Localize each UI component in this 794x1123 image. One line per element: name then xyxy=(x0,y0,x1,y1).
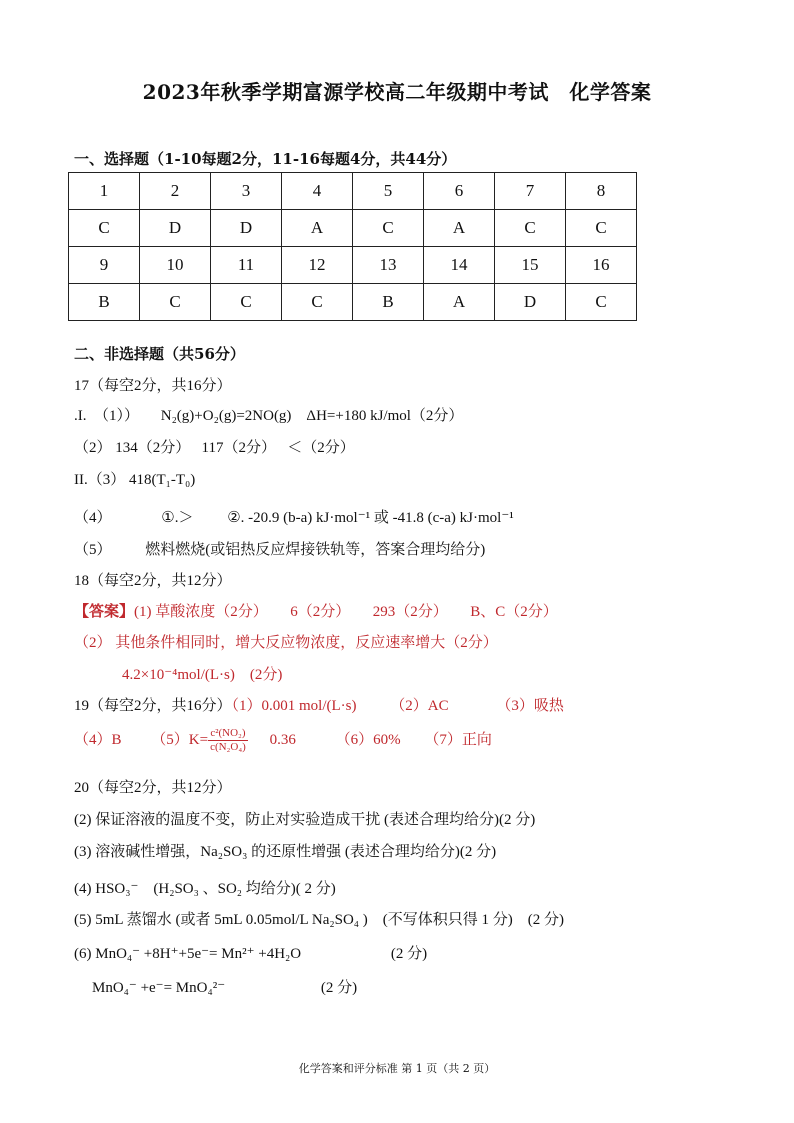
table-cell: D xyxy=(140,210,211,247)
table-cell: C xyxy=(211,284,282,321)
q19-equilibrium-fraction xyxy=(208,727,248,754)
table-row xyxy=(69,284,637,321)
table-cell: 2 xyxy=(140,173,211,210)
q17-line-4 xyxy=(74,506,514,527)
choice-answer-table xyxy=(68,172,637,321)
q20-line-3: (3) 溶液碱性增强，Na₂SO₃ 的还原性增强 (表述合理均给分)(2 分) xyxy=(74,844,497,860)
q20-header: 20（每空2分，共12分） xyxy=(74,780,232,796)
table-cell: A xyxy=(424,284,495,321)
table-cell: 4 xyxy=(282,173,353,210)
table-cell: 11 xyxy=(211,247,282,284)
q19-line-2 xyxy=(74,727,492,754)
table-cell: 10 xyxy=(140,247,211,284)
table-cell: 7 xyxy=(495,173,566,210)
page-footer: 化学答案和评分标准 第 1 页（共 2 页） xyxy=(298,1062,496,1075)
table-cell: C xyxy=(495,210,566,247)
q20-l7-score: (2 分) xyxy=(320,980,358,996)
table-cell: D xyxy=(495,284,566,321)
q18-line-3: 4.2×10⁻⁴mol/(L·s) (2分) xyxy=(122,667,283,683)
q20-line-4: (4) HSO₃⁻ (H₂SO₃ 、SO₂ 均给分)( 2 分) xyxy=(74,881,336,897)
q20-line-7 xyxy=(92,976,357,997)
q20-l7-equation: MnO₄⁻ +e⁻= MnO₄²⁻ xyxy=(92,980,226,996)
q19-line-1 xyxy=(74,694,564,715)
q19-l2-a: （4）B xyxy=(74,731,122,748)
q18-answer-tag: 【答案】 xyxy=(74,604,135,620)
q17-l5-label: （5） xyxy=(74,542,112,558)
table-cell: B xyxy=(353,284,424,321)
table-cell: C xyxy=(566,284,637,321)
table-cell: 16 xyxy=(566,247,637,284)
q19-l2-d: （6）60% xyxy=(335,731,401,748)
q18-line-2: （2） 其他条件相同时，增大反应物浓度，反应速率增大（2分） xyxy=(74,635,498,651)
table-cell: B xyxy=(69,284,140,321)
q19-l2-b: （5）K= xyxy=(151,731,209,748)
table-cell: D xyxy=(211,210,282,247)
table-cell: 5 xyxy=(353,173,424,210)
table-cell: C xyxy=(566,210,637,247)
q20-line-5: (5) 5mL 蒸馏水 (或者 5mL 0.05mol/L Na₂SO₄ ) (不写体积只得 1 分) (2 分) xyxy=(74,912,564,928)
table-cell: 14 xyxy=(424,247,495,284)
table-cell: C xyxy=(353,210,424,247)
q20-line-2: (2) 保证溶液的温度不变，防止对实验造成干扰 (表述合理均给分)(2 分) xyxy=(74,812,536,828)
q19-l2-e: （7）正向 xyxy=(424,731,492,748)
section-nonchoice-heading: 二、非选择题（共56分） xyxy=(74,345,245,363)
table-cell: 1 xyxy=(69,173,140,210)
table-cell: C xyxy=(282,284,353,321)
q20-l6-equation: (6) MnO₄⁻ +8H⁺+5e⁻= Mn²⁺ +4H₂O xyxy=(74,946,302,962)
q17-l4-label: （4） xyxy=(74,510,112,526)
table-cell: 6 xyxy=(424,173,495,210)
table-row xyxy=(69,210,637,247)
table-row xyxy=(69,247,637,284)
q20-l6-score: (2 分) xyxy=(390,946,428,962)
table-cell: A xyxy=(282,210,353,247)
q18-header: 18（每空2分，共12分） xyxy=(74,573,232,589)
q19-l2-c: 0.36 xyxy=(269,731,296,748)
q19-l1-c: （3）吸热 xyxy=(496,698,564,714)
q19-frac-denominator: c(N₂O₄) xyxy=(210,741,246,753)
q19-l1-a: （1）0.001 mol/(L·s) xyxy=(231,698,357,714)
q17-l5-text: 燃料燃烧(或铝热反应焊接铁轨等，答案合理均给分) xyxy=(145,542,486,558)
table-cell: C xyxy=(69,210,140,247)
table-cell: 3 xyxy=(211,173,282,210)
q19-frac-numerator: c²(NO₂) xyxy=(208,727,248,741)
q18-line-1 xyxy=(74,600,558,621)
q17-line-2: （2） 134（2分） 117（2分） ＜（2分） xyxy=(74,440,355,456)
q17-l4-b: ②. -20.9 (b-a) kJ·mol⁻¹ 或 -41.8 (c-a) kJ·mol⁻¹ xyxy=(227,510,514,526)
q17-l1-equation: N₂(g)+O₂(g)=2NO(g) ΔH=+180 kJ/mol（2分） xyxy=(160,408,464,424)
q18-l1-text: (1) 草酸浓度（2分） 6（2分） 293（2分） B、C（2分） xyxy=(134,604,558,620)
page-title: 2023年秋季学期富源学校高二年级期中考试 化学答案 xyxy=(142,80,652,104)
q17-l4-a: ①.＞ xyxy=(161,510,194,526)
q17-l1-prefix: .I. （1）） xyxy=(74,408,139,424)
section-choice-heading: 一、选择题（1-10每题2分，11-16每题4分，共44分） xyxy=(74,150,457,168)
q19-header: 19（每空2分，共16分） xyxy=(74,698,232,714)
q19-l1-b: （2）AC xyxy=(390,698,449,714)
q17-line-1 xyxy=(74,404,463,425)
table-row xyxy=(69,173,637,210)
q20-line-6 xyxy=(74,942,427,963)
table-cell: 12 xyxy=(282,247,353,284)
q17-line-5 xyxy=(74,538,485,559)
table-cell: A xyxy=(424,210,495,247)
table-cell: 9 xyxy=(69,247,140,284)
table-cell: 8 xyxy=(566,173,637,210)
table-cell: 13 xyxy=(353,247,424,284)
q17-header: 17（每空2分，共16分） xyxy=(74,378,232,394)
table-cell: 15 xyxy=(495,247,566,284)
table-cell: C xyxy=(140,284,211,321)
q17-line-3: II.（3） 418(T₁-T₀) xyxy=(74,472,196,488)
